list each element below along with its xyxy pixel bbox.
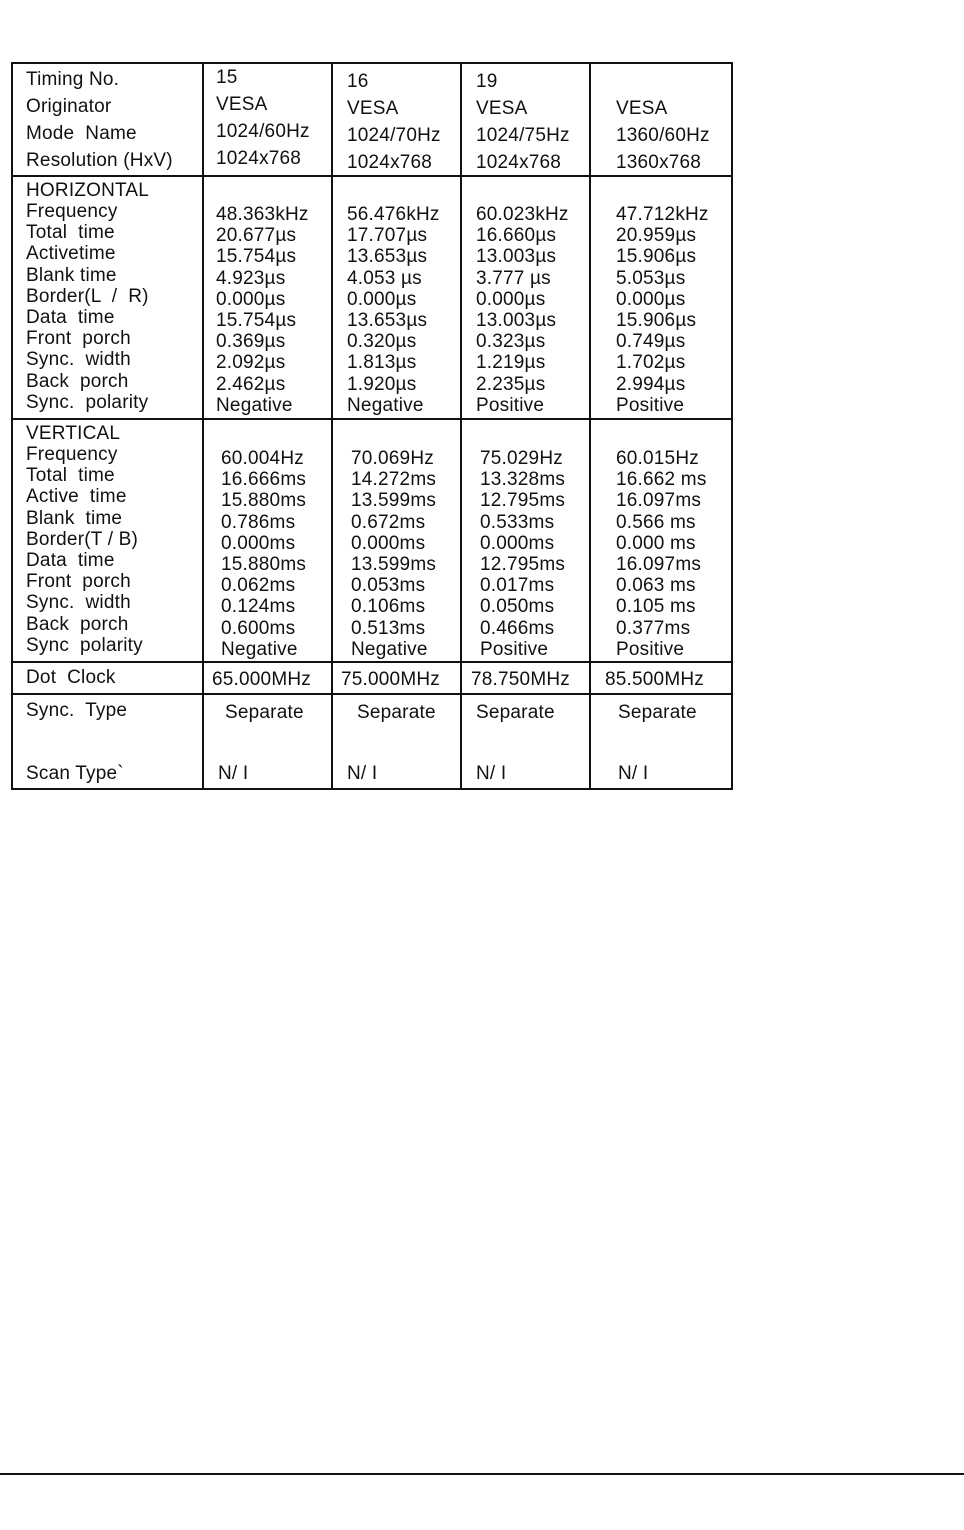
param-value: 14.272ms — [351, 469, 437, 491]
header-value: VESA — [216, 94, 268, 115]
param-label: Frequency — [26, 444, 118, 465]
param-label: Front porch — [26, 571, 131, 593]
footer-rule — [0, 1473, 964, 1475]
param-value: 20.677µs — [216, 225, 297, 247]
param-value: 0.000µs — [347, 288, 417, 310]
param-value: 0.672ms — [351, 511, 426, 533]
column-divider — [460, 64, 462, 788]
param-value: 0.053ms — [351, 575, 426, 597]
param-label: Data time — [26, 550, 115, 571]
param-value: 12.795ms — [480, 554, 566, 575]
param-label: Frequency — [26, 201, 118, 222]
scan-type-value: N/ I — [347, 763, 378, 784]
param-label: Total time — [26, 222, 115, 244]
param-value: 0.377ms — [616, 617, 691, 639]
scan-type-value: N/ I — [618, 763, 649, 784]
param-value: Negative — [221, 638, 298, 660]
param-value: 4.053 µs — [347, 267, 422, 289]
param-value: 1.813µs — [347, 352, 417, 374]
param-label: Blank time — [26, 507, 123, 529]
param-value: 0.000ms — [221, 532, 296, 554]
sync-type-value: Separate — [225, 702, 304, 723]
param-value: Negative — [351, 638, 428, 660]
param-label: Sync. polarity — [26, 391, 149, 413]
param-value: 48.363kHz — [216, 204, 309, 225]
param-label: Active time — [26, 486, 127, 508]
param-value: 2.235µs — [476, 373, 546, 395]
param-value: 0.000ms — [351, 532, 426, 554]
section-divider — [13, 661, 731, 663]
section-title: VERTICAL — [26, 423, 121, 444]
header-label: Timing No. — [26, 69, 120, 90]
scan-type-value: N/ I — [476, 763, 507, 784]
param-value: 0.017ms — [480, 575, 555, 597]
param-label: Sync. width — [26, 592, 131, 614]
param-value: 13.653µs — [347, 310, 428, 331]
param-value: 1.702µs — [616, 352, 686, 374]
param-value: 15.880ms — [221, 490, 307, 512]
param-label: Front porch — [26, 328, 131, 350]
dot-clock-value: 85.500MHz — [605, 669, 704, 690]
dot-clock-value: 65.000MHz — [212, 669, 311, 690]
param-value: 12.795ms — [480, 490, 566, 512]
scan-type-value: N/ I — [218, 763, 249, 784]
header-value: 1360x768 — [616, 152, 702, 173]
param-value: 2.994µs — [616, 373, 686, 395]
param-value: Negative — [216, 394, 293, 416]
param-value: 60.015Hz — [616, 448, 699, 469]
param-label: Sync polarity — [26, 634, 143, 656]
param-value: 13.653µs — [347, 246, 428, 268]
sync-type-value: Separate — [476, 702, 555, 723]
param-label: Back porch — [26, 613, 129, 635]
param-value: 15.880ms — [221, 554, 307, 575]
param-label: Activetime — [26, 243, 116, 265]
param-value: 1.219µs — [476, 352, 546, 374]
param-value: 0.513ms — [351, 617, 426, 639]
param-value: 0.786ms — [221, 511, 296, 533]
header-value: 1024x768 — [216, 148, 302, 169]
param-label: Back porch — [26, 370, 129, 392]
param-label: Blank time — [26, 264, 117, 286]
param-value: 0.124ms — [221, 596, 296, 618]
param-value: 13.003µs — [476, 246, 557, 268]
param-value: 60.004Hz — [221, 448, 304, 469]
header-value: 1024x768 — [476, 152, 562, 173]
param-value: 16.097ms — [616, 490, 702, 512]
header-value: VESA — [347, 98, 399, 119]
param-label: Total time — [26, 465, 115, 487]
param-value: 13.003µs — [476, 310, 557, 331]
param-value: 13.599ms — [351, 490, 437, 512]
header-value: 1024/70Hz — [347, 125, 441, 146]
param-value: 0.369µs — [216, 331, 286, 353]
param-value: Positive — [476, 394, 545, 416]
column-divider — [331, 64, 333, 788]
param-value: 0.063 ms — [616, 575, 696, 597]
param-value: 0.000µs — [476, 288, 546, 310]
param-value: 16.660µs — [476, 225, 557, 247]
param-value: 0.105 ms — [616, 596, 696, 618]
param-value: Negative — [347, 394, 424, 416]
sync-type-value: Separate — [357, 702, 436, 723]
param-value: 0.000µs — [216, 288, 286, 310]
param-value: 16.666ms — [221, 469, 307, 491]
param-value: Positive — [616, 394, 685, 416]
column-divider — [589, 64, 591, 788]
header-value: 1024/60Hz — [216, 121, 310, 142]
param-value: 2.092µs — [216, 352, 286, 374]
param-value: 0.050ms — [480, 596, 555, 618]
param-value: 56.476kHz — [347, 204, 440, 225]
param-value: 13.599ms — [351, 554, 437, 575]
param-label: Border(L / R) — [26, 285, 149, 307]
param-value: 3.777 µs — [476, 267, 551, 289]
header-value: 15 — [216, 67, 238, 88]
sync-type-label: Sync. Type — [26, 700, 128, 721]
column-divider — [202, 64, 204, 788]
header-label: Originator — [26, 96, 112, 117]
section-divider — [13, 693, 731, 695]
param-value: 16.662 ms — [616, 469, 707, 491]
header-label: Resolution (HxV) — [26, 150, 173, 171]
param-value: Positive — [616, 638, 685, 660]
dot-clock-value: 78.750MHz — [471, 669, 570, 690]
param-value: 60.023kHz — [476, 204, 569, 225]
sync-type-value: Separate — [618, 702, 697, 723]
param-label: Sync. width — [26, 349, 131, 371]
param-value: Positive — [480, 638, 549, 660]
dot-clock-label: Dot Clock — [26, 667, 116, 688]
param-value: 0.320µs — [347, 331, 417, 353]
scan-type-label: Scan Type` — [26, 763, 124, 784]
param-value: 0.566 ms — [616, 511, 696, 533]
header-value: 16 — [347, 71, 369, 92]
param-value: 15.906µs — [616, 310, 697, 331]
param-value: 70.069Hz — [351, 448, 434, 469]
param-value: 0.323µs — [476, 331, 546, 353]
param-value: 2.462µs — [216, 373, 286, 395]
param-value: 5.053µs — [616, 267, 686, 289]
param-value: 0.466ms — [480, 617, 555, 639]
param-value: 0.600ms — [221, 617, 296, 639]
param-value: 15.754µs — [216, 246, 297, 268]
header-value: VESA — [616, 98, 668, 119]
param-value: 20.959µs — [616, 225, 697, 247]
header-value: 1360/60Hz — [616, 125, 710, 146]
param-value: 0.749µs — [616, 331, 686, 353]
param-value: 47.712kHz — [616, 204, 709, 225]
section-divider — [13, 418, 731, 420]
param-value: 16.097ms — [616, 554, 702, 575]
param-value: 75.029Hz — [480, 448, 563, 469]
param-value: 1.920µs — [347, 373, 417, 395]
param-label: Border(T / B) — [26, 528, 139, 550]
param-value: 15.754µs — [216, 310, 297, 331]
param-value: 0.062ms — [221, 575, 296, 597]
header-value: 1024/75Hz — [476, 125, 570, 146]
param-label: Data time — [26, 307, 115, 328]
section-title: HORIZONTAL — [26, 180, 150, 201]
timing-table — [11, 62, 733, 790]
param-value: 0.533ms — [480, 511, 555, 533]
header-value: VESA — [476, 98, 528, 119]
param-value: 17.707µs — [347, 225, 428, 247]
header-value: 19 — [476, 71, 498, 92]
header-label: Mode Name — [26, 123, 137, 144]
dot-clock-value: 75.000MHz — [341, 669, 440, 690]
param-value: 4.923µs — [216, 267, 286, 289]
param-value: 0.000µs — [616, 288, 686, 310]
param-value: 0.106ms — [351, 596, 426, 618]
param-value: 0.000 ms — [616, 532, 696, 554]
param-value: 0.000ms — [480, 532, 555, 554]
param-value: 15.906µs — [616, 246, 697, 268]
param-value: 13.328ms — [480, 469, 566, 491]
header-value: 1024x768 — [347, 152, 433, 173]
